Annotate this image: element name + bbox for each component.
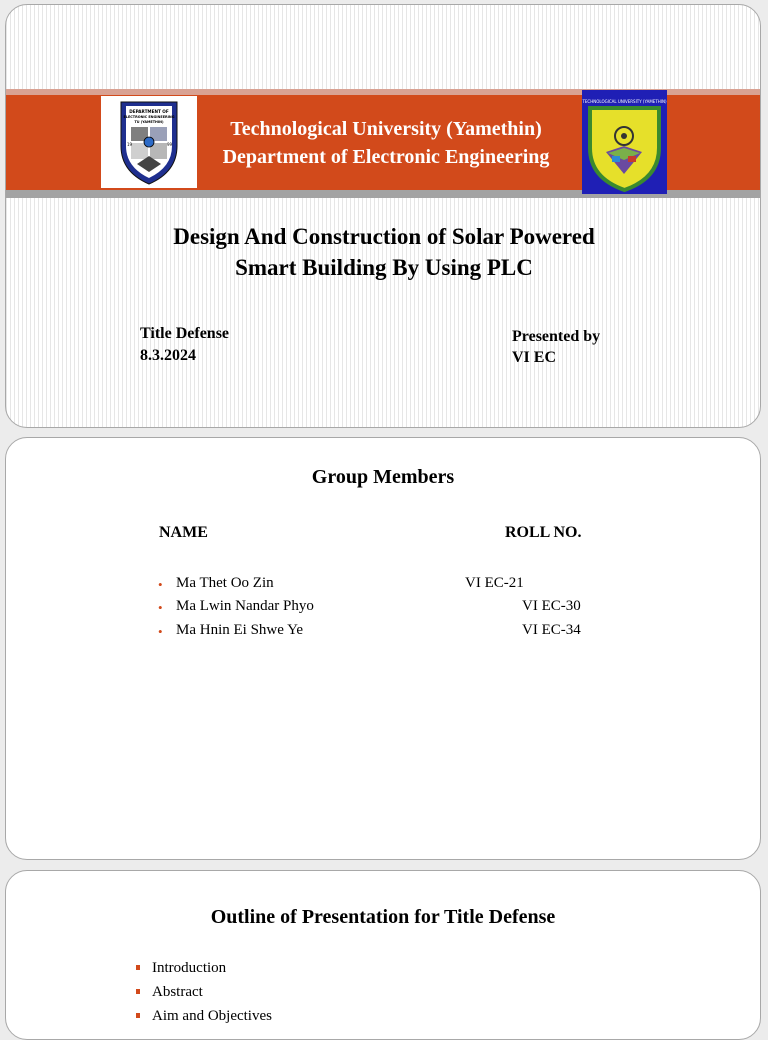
roll-column-header: ROLL NO. — [505, 524, 582, 541]
member-roll: VI EC-21 — [465, 575, 524, 591]
bullet-icon: • — [158, 624, 163, 639]
name-column-header: NAME — [159, 524, 208, 541]
bullet-icon: • — [158, 577, 163, 592]
outline-item: Abstract — [152, 984, 203, 1000]
logo-line-1: DEPARTMENT OF — [129, 109, 169, 114]
member-name: Ma Thet Oo Zin — [176, 575, 274, 591]
defense-label: Title Defense — [140, 325, 230, 342]
department-logo — [101, 96, 197, 188]
square-bullet-icon — [136, 1013, 140, 1018]
bullet-icon: • — [158, 600, 163, 615]
outline-item: Aim and Objectives — [152, 1008, 272, 1024]
logo-line-3: TU (YAMETHIN) — [134, 120, 164, 124]
svg-text:19: 19 — [127, 142, 133, 147]
group-members-slide — [5, 437, 761, 860]
presentation-title-line-1: Design And Construction of Solar Powered — [173, 224, 595, 249]
outline-heading: Outline of Presentation for Title Defense — [210, 906, 556, 928]
square-bullet-icon — [136, 965, 140, 970]
presenter-group: VI EC — [512, 349, 557, 366]
member-name: Ma Hnin Ei Shwe Ye — [176, 622, 304, 638]
university-name: Technological University (Yamethin) — [230, 118, 542, 140]
member-roll: VI EC-34 — [522, 622, 581, 638]
title-slide — [5, 4, 761, 428]
presentation-title-line-2: Smart Building By Using PLC — [235, 255, 533, 280]
member-name: Ma Lwin Nandar Phyo — [176, 598, 314, 614]
university-logo — [582, 90, 667, 194]
department-name: Department of Electronic Engineering — [222, 146, 550, 168]
outline-slide — [5, 870, 761, 1040]
presented-by-label: Presented by — [512, 328, 601, 345]
group-members-heading: Group Members — [311, 466, 455, 488]
university-logo-text: TECHNOLOGICAL UNIVERSITY (YAMETHIN) — [582, 99, 667, 104]
square-bullet-icon — [136, 989, 140, 994]
logo-line-2: ELECTRONIC ENGINEERING — [123, 115, 175, 119]
outline-item: Introduction — [152, 960, 227, 976]
defense-date: 8.3.2024 — [140, 347, 196, 364]
member-roll: VI EC-30 — [522, 598, 581, 614]
svg-text:99: 99 — [167, 142, 173, 147]
